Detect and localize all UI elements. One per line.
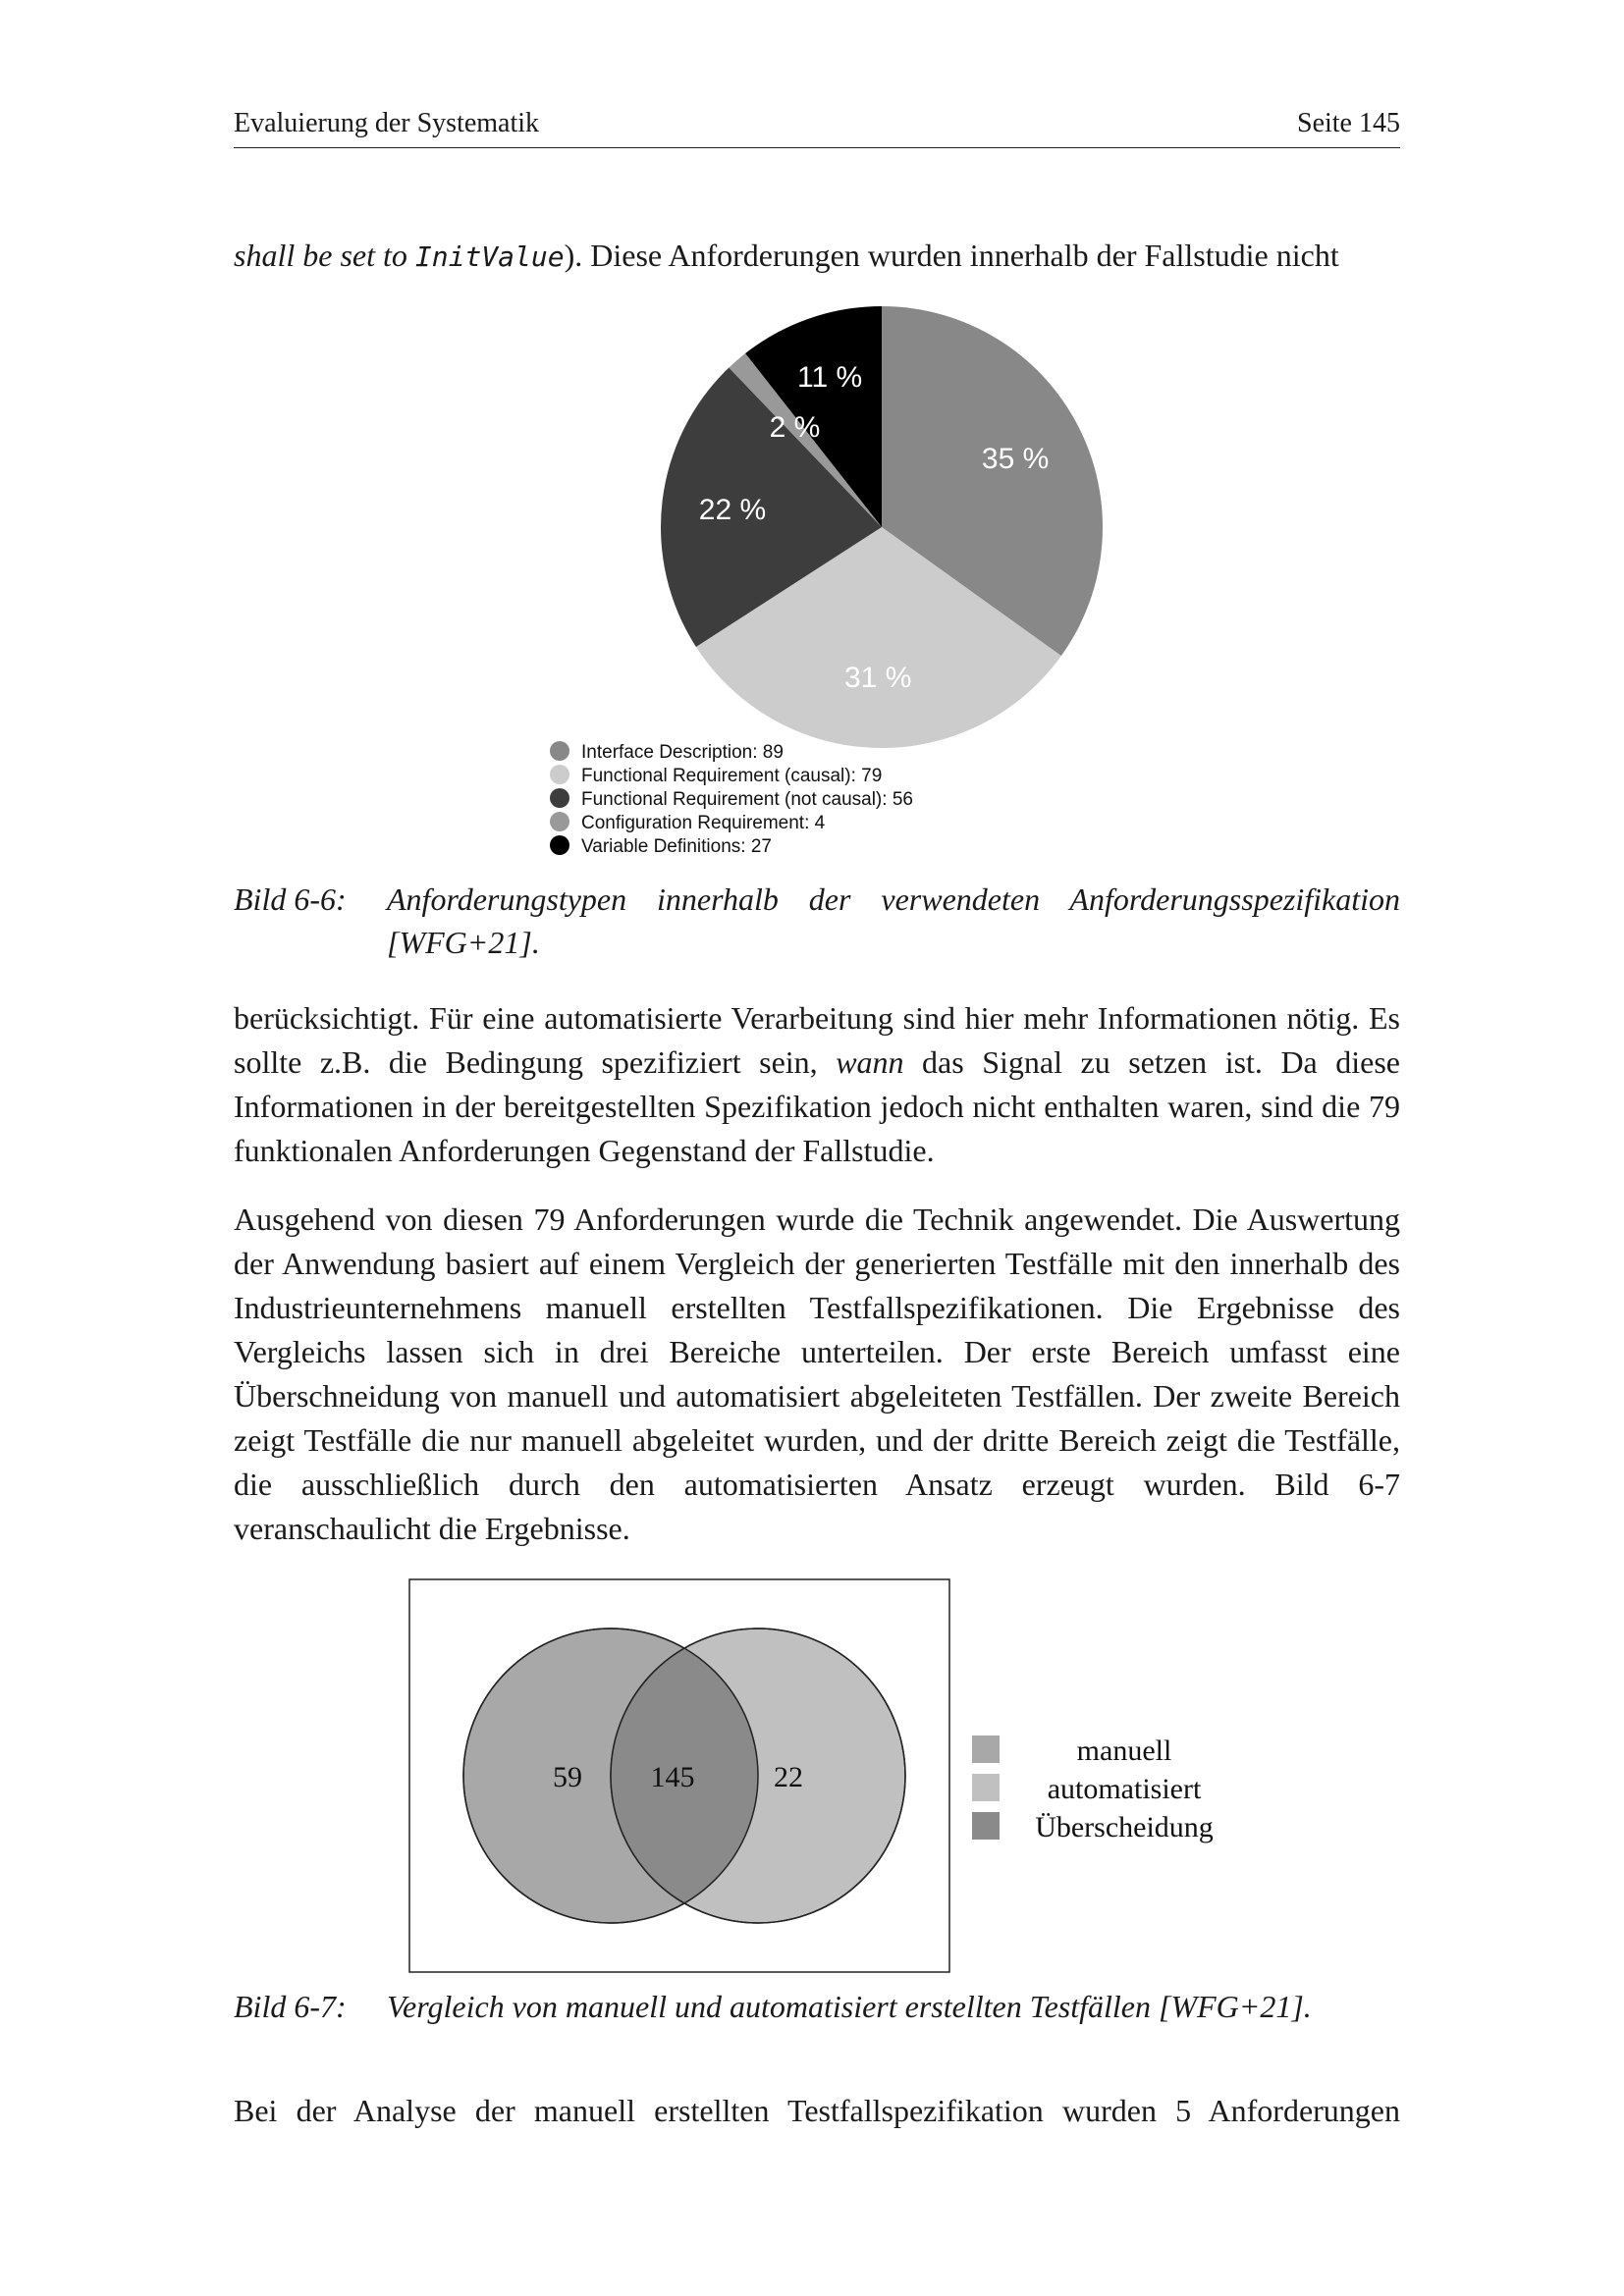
pie-legend-label-2: Functional Requirement (not causal): 56 bbox=[581, 789, 913, 810]
header-page-number: Seite 145 bbox=[1297, 108, 1400, 138]
pie-chart bbox=[530, 294, 1139, 864]
pie-percent-label-4: 11 % bbox=[797, 360, 863, 394]
intro-line bbox=[234, 234, 1400, 279]
pie-legend-marker-2 bbox=[550, 788, 569, 808]
pie-percent-label-2: 22 % bbox=[698, 494, 767, 527]
para1-text-b: das Signal zu setzen ist. Da diese Informationen in der bereitgestellten Spezifikation jedoch nicht enthalten waren, sind die 79 funktionalen Anforderungen Gegenstand der Fallstudie. bbox=[234, 1044, 1401, 1168]
body-paragraph-3: Bei der Analyse der manuell erstellten Testfallspezifikation wurden 5 Anforderungen bbox=[234, 2093, 1400, 2128]
figure-caption-6-7 bbox=[234, 1985, 1400, 2030]
pie-legend-label-1: Functional Requirement (causal): 79 bbox=[581, 766, 883, 786]
intro-rest: ). Diese Anforderungen wurden innerhalb der Fallstudie nicht bbox=[564, 238, 1339, 273]
pie-legend-marker-1 bbox=[550, 765, 569, 784]
venn-legend-label-automatisiert: automatisiert bbox=[1047, 1773, 1202, 1805]
para1-text-a: berücksichtigt. Für eine automatisierte Verarbeitung sind hier mehr Informationen nötig. Es sollte z.B. die Bedingung spezifiziert sein, bbox=[234, 1000, 1400, 1080]
venn-legend-label-ueberscheidung: Überscheidung bbox=[1035, 1811, 1214, 1843]
pie-legend-marker-4 bbox=[550, 835, 569, 855]
intro-code: InitValue bbox=[414, 240, 565, 273]
figure-caption-6-6 bbox=[234, 878, 1400, 966]
venn-legend-swatch-manuell bbox=[972, 1735, 1000, 1763]
venn-value-automatisiert: 22 bbox=[774, 1761, 803, 1793]
venn-value-manuell: 59 bbox=[553, 1761, 582, 1793]
caption-label: Bild 6-7: bbox=[234, 1989, 347, 2024]
caption-label: Bild 6-6: bbox=[234, 881, 347, 917]
venn-legend-label-manuell: manuell bbox=[1076, 1735, 1172, 1767]
header-section-title: Evaluierung der Systematik bbox=[234, 108, 540, 138]
venn-legend-swatch-ueberscheidung bbox=[972, 1812, 1000, 1840]
para1-emphasis: wann bbox=[836, 1044, 904, 1080]
pie-percent-label-3: 2 % bbox=[769, 411, 821, 444]
venn-diagram bbox=[393, 1571, 1276, 1983]
running-header bbox=[234, 108, 1400, 148]
body-paragraph-1 bbox=[234, 996, 1400, 1173]
caption-text: Vergleich von manuell und automatisiert erstellten Testfällen [WFG+21]. bbox=[387, 1989, 1312, 2024]
pie-legend-label-4: Variable Definitions: 27 bbox=[581, 836, 772, 857]
pie-percent-label-0: 35 % bbox=[981, 443, 1050, 476]
venn-legend-swatch-automatisiert bbox=[972, 1774, 1000, 1801]
venn-value-intersection: 145 bbox=[650, 1761, 695, 1793]
body-paragraph-2: Ausgehend von diesen 79 Anforderungen wurde die Technik angewendet. Die Auswertung der Anwendung basiert auf einem Vergleich der generierten Testfälle mit den innerhalb des Industrieunternehmens manuell erstellten Testfallspezifikationen. Die Ergebnisse des Vergleichs lassen sich in drei Bereiche unterteilen. Der erste Bereich umfasst eine Überschneidung von manuell und automatisiert abgeleiteten Testfällen. Der zweite Bereich zeigt Testfälle die nur manuell abgeleitet wurden, und der dritte Bereich zeigt die Testfälle, die ausschließlich durch den automatisierten Ansatz erzeugt wurden. Bild 6-7 veranschaulicht die Ergebnisse. bbox=[234, 1201, 1400, 1546]
pie-percent-label-1: 31 % bbox=[844, 662, 912, 694]
pie-legend-label-3: Configuration Requirement: 4 bbox=[581, 813, 826, 833]
pie-legend-marker-0 bbox=[550, 741, 569, 761]
pie-legend-marker-3 bbox=[550, 812, 569, 831]
pie-legend-label-0: Interface Description: 89 bbox=[581, 742, 784, 763]
intro-italic: shall be set to bbox=[234, 238, 407, 273]
caption-text: Anforderungstypen innerhalb der verwendeten Anforderungsspezifikation [WFG+21]. bbox=[387, 881, 1400, 960]
